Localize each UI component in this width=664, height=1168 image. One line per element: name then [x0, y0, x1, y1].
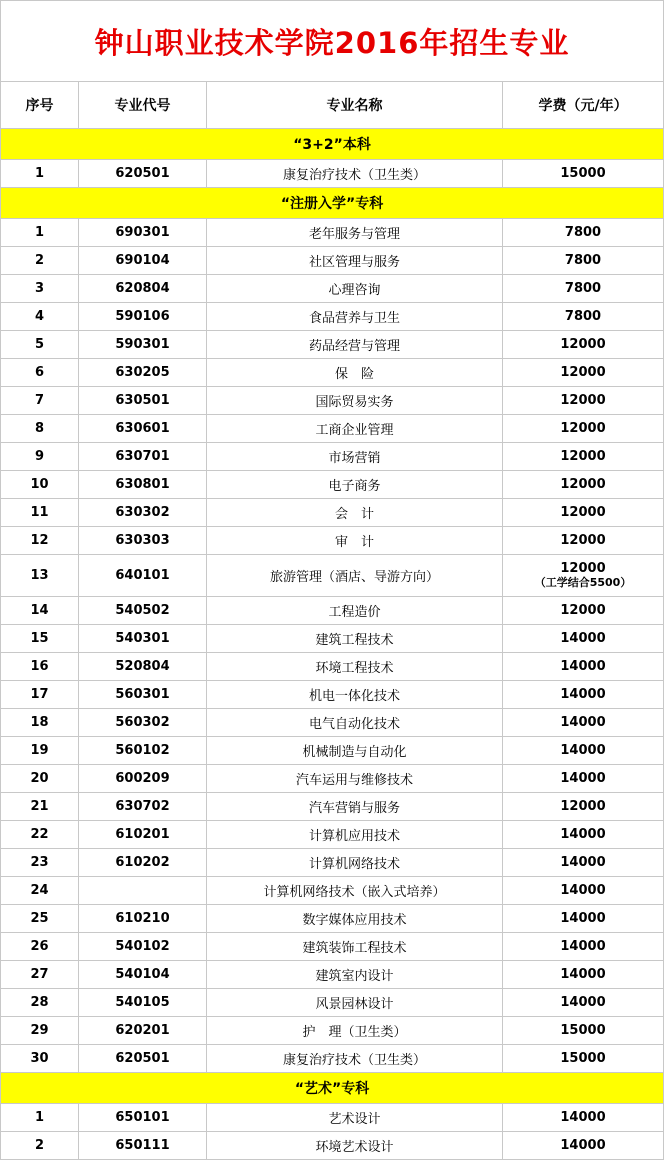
row-index: 26: [1, 933, 79, 961]
major-code: 590106: [79, 303, 207, 331]
major-name: 审 计: [207, 527, 503, 555]
tuition-fee: 12000: [503, 527, 664, 555]
major-code: 630302: [79, 499, 207, 527]
tuition-fee: 12000: [503, 443, 664, 471]
row-index: 17: [1, 681, 79, 709]
table-row: [1, 989, 664, 1017]
tuition-fee: 12000: [503, 793, 664, 821]
major-code: 650111: [79, 1132, 207, 1160]
major-code: [79, 877, 207, 905]
major-code: 630601: [79, 415, 207, 443]
row-index: 4: [1, 303, 79, 331]
major-name: 康复治疗技术（卫生类）: [207, 160, 503, 188]
tuition-fee: 15000: [503, 1017, 664, 1045]
row-index: 9: [1, 443, 79, 471]
major-code: 690301: [79, 219, 207, 247]
tuition-fee-value: 12000: [560, 561, 606, 576]
major-name: 机电一体化技术: [207, 681, 503, 709]
major-name: 数字媒体应用技术: [207, 905, 503, 933]
major-name: 环境工程技术: [207, 653, 503, 681]
row-index: 19: [1, 737, 79, 765]
row-index: 5: [1, 331, 79, 359]
major-code: 630501: [79, 387, 207, 415]
tuition-fee: 14000: [503, 709, 664, 737]
table-row: [1, 247, 664, 275]
major-code: 620804: [79, 275, 207, 303]
table-row: [1, 415, 664, 443]
major-name: 市场营销: [207, 443, 503, 471]
row-index: 1: [1, 219, 79, 247]
tuition-fee: 14000: [503, 989, 664, 1017]
tuition-fee: 12000: [503, 331, 664, 359]
row-index: 14: [1, 597, 79, 625]
major-code: 520804: [79, 653, 207, 681]
table-row: [1, 499, 664, 527]
row-index: 28: [1, 989, 79, 1017]
table-row: [1, 681, 664, 709]
major-name: 工商企业管理: [207, 415, 503, 443]
major-name: 电气自动化技术: [207, 709, 503, 737]
header-code: 专业代号: [79, 82, 207, 129]
table-row: [1, 219, 664, 247]
table-row: [1, 597, 664, 625]
major-name: 汽车运用与维修技术: [207, 765, 503, 793]
table-row: [1, 933, 664, 961]
table-row: [1, 1104, 664, 1132]
row-index: 15: [1, 625, 79, 653]
major-code: 560102: [79, 737, 207, 765]
major-code: 590301: [79, 331, 207, 359]
tuition-fee: 14000: [503, 737, 664, 765]
table-row: [1, 653, 664, 681]
header-tuition: 学费（元/年）: [503, 82, 664, 129]
row-index: 11: [1, 499, 79, 527]
major-name: 社区管理与服务: [207, 247, 503, 275]
table-row: [1, 877, 664, 905]
major-name: 电子商务: [207, 471, 503, 499]
major-code: 540502: [79, 597, 207, 625]
tuition-fee: 14000: [503, 905, 664, 933]
row-index: 16: [1, 653, 79, 681]
major-name: 建筑装饰工程技术: [207, 933, 503, 961]
row-index: 1: [1, 160, 79, 188]
major-code: 620501: [79, 160, 207, 188]
page-title: 钟山职业技术学院2016年招生专业: [1, 1, 664, 82]
tuition-fee-note: （工学结合5500）: [534, 576, 632, 589]
table-row: [1, 275, 664, 303]
section-heading: “注册入学”专科: [1, 188, 664, 219]
major-code: 540104: [79, 961, 207, 989]
table-row: [1, 527, 664, 555]
tuition-fee: 12000: [503, 387, 664, 415]
row-index: 18: [1, 709, 79, 737]
tuition-fee: 14000: [503, 1132, 664, 1160]
major-name: 汽车营销与服务: [207, 793, 503, 821]
major-code: 540102: [79, 933, 207, 961]
table-row: [1, 471, 664, 499]
table-row: [1, 849, 664, 877]
major-code: 630303: [79, 527, 207, 555]
tuition-fee: 14000: [503, 933, 664, 961]
major-code: 540301: [79, 625, 207, 653]
major-name: 康复治疗技术（卫生类）: [207, 1045, 503, 1073]
row-index: 3: [1, 275, 79, 303]
major-name: 保 险: [207, 359, 503, 387]
major-name: 建筑工程技术: [207, 625, 503, 653]
row-index: 13: [1, 555, 79, 597]
tuition-fee: 14000: [503, 653, 664, 681]
tuition-fee: 14000: [503, 1104, 664, 1132]
major-code: 540105: [79, 989, 207, 1017]
major-code: 650101: [79, 1104, 207, 1132]
major-name: 老年服务与管理: [207, 219, 503, 247]
row-index: 1: [1, 1104, 79, 1132]
table-row: [1, 555, 664, 597]
header-row: [1, 82, 664, 129]
major-name: 机械制造与自动化: [207, 737, 503, 765]
row-index: 29: [1, 1017, 79, 1045]
row-index: 23: [1, 849, 79, 877]
table-row: [1, 331, 664, 359]
major-name: 药品经营与管理: [207, 331, 503, 359]
tuition-fee: 12000: [503, 415, 664, 443]
table-row: [1, 160, 664, 188]
table-row: [1, 1017, 664, 1045]
row-index: 2: [1, 1132, 79, 1160]
tuition-fee: 14000: [503, 849, 664, 877]
row-index: 8: [1, 415, 79, 443]
tuition-fee: 7800: [503, 275, 664, 303]
major-code: 610201: [79, 821, 207, 849]
section-row: [1, 1073, 664, 1104]
table-row: [1, 709, 664, 737]
section-heading: “3+2”本科: [1, 129, 664, 160]
major-code: 640101: [79, 555, 207, 597]
major-name: 环境艺术设计: [207, 1132, 503, 1160]
table-row: [1, 359, 664, 387]
tuition-fee: 7800: [503, 219, 664, 247]
row-index: 7: [1, 387, 79, 415]
major-code: 600209: [79, 765, 207, 793]
major-name: 心理咨询: [207, 275, 503, 303]
major-name: 建筑室内设计: [207, 961, 503, 989]
row-index: 20: [1, 765, 79, 793]
major-code: 630701: [79, 443, 207, 471]
major-name: 国际贸易实务: [207, 387, 503, 415]
major-code: 630801: [79, 471, 207, 499]
major-code: 560301: [79, 681, 207, 709]
major-code: 620501: [79, 1045, 207, 1073]
major-name: 护 理（卫生类）: [207, 1017, 503, 1045]
row-index: 22: [1, 821, 79, 849]
row-index: 30: [1, 1045, 79, 1073]
table-row: [1, 793, 664, 821]
tuition-fee: 15000: [503, 1045, 664, 1073]
major-name: 旅游管理（酒店、导游方向）: [207, 555, 503, 597]
major-name: 风景园林设计: [207, 989, 503, 1017]
major-name: 会 计: [207, 499, 503, 527]
major-code: 610210: [79, 905, 207, 933]
section-row: [1, 188, 664, 219]
table-row: [1, 625, 664, 653]
major-code: 610202: [79, 849, 207, 877]
major-code: 620201: [79, 1017, 207, 1045]
table-row: [1, 443, 664, 471]
table-row: [1, 905, 664, 933]
table-row: [1, 961, 664, 989]
table-row: [1, 821, 664, 849]
major-name: 工程造价: [207, 597, 503, 625]
tuition-fee: 14000: [503, 681, 664, 709]
header-index: 序号: [1, 82, 79, 129]
major-name: 艺术设计: [207, 1104, 503, 1132]
table-row: [1, 387, 664, 415]
tuition-fee: 7800: [503, 303, 664, 331]
major-code: 560302: [79, 709, 207, 737]
tuition-fee: 15000: [503, 160, 664, 188]
major-code: 630702: [79, 793, 207, 821]
major-code: 690104: [79, 247, 207, 275]
row-index: 10: [1, 471, 79, 499]
tuition-fee: 14000: [503, 765, 664, 793]
row-index: 6: [1, 359, 79, 387]
table-row: [1, 303, 664, 331]
tuition-fee: 14000: [503, 961, 664, 989]
major-name: 食品营养与卫生: [207, 303, 503, 331]
section-row: [1, 129, 664, 160]
row-index: 21: [1, 793, 79, 821]
major-name: 计算机网络技术: [207, 849, 503, 877]
table-row: [1, 1132, 664, 1160]
major-name: 计算机应用技术: [207, 821, 503, 849]
table-row: [1, 737, 664, 765]
table-row: [1, 1045, 664, 1073]
tuition-fee: 12000: [503, 359, 664, 387]
table-row: [1, 765, 664, 793]
row-index: 2: [1, 247, 79, 275]
row-index: 24: [1, 877, 79, 905]
major-code: 630205: [79, 359, 207, 387]
tuition-fee: 7800: [503, 247, 664, 275]
row-index: 12: [1, 527, 79, 555]
tuition-fee: 12000: [503, 471, 664, 499]
section-heading: “艺术”专科: [1, 1073, 664, 1104]
row-index: 25: [1, 905, 79, 933]
tuition-fee: 14000: [503, 625, 664, 653]
row-index: 27: [1, 961, 79, 989]
tuition-fee: 12000: [503, 499, 664, 527]
tuition-fee: [503, 555, 664, 597]
tuition-fee: 14000: [503, 877, 664, 905]
major-name: 计算机网络技术（嵌入式培养）: [207, 877, 503, 905]
tuition-fee: 12000: [503, 597, 664, 625]
header-major-name: 专业名称: [207, 82, 503, 129]
tuition-fee: 14000: [503, 821, 664, 849]
